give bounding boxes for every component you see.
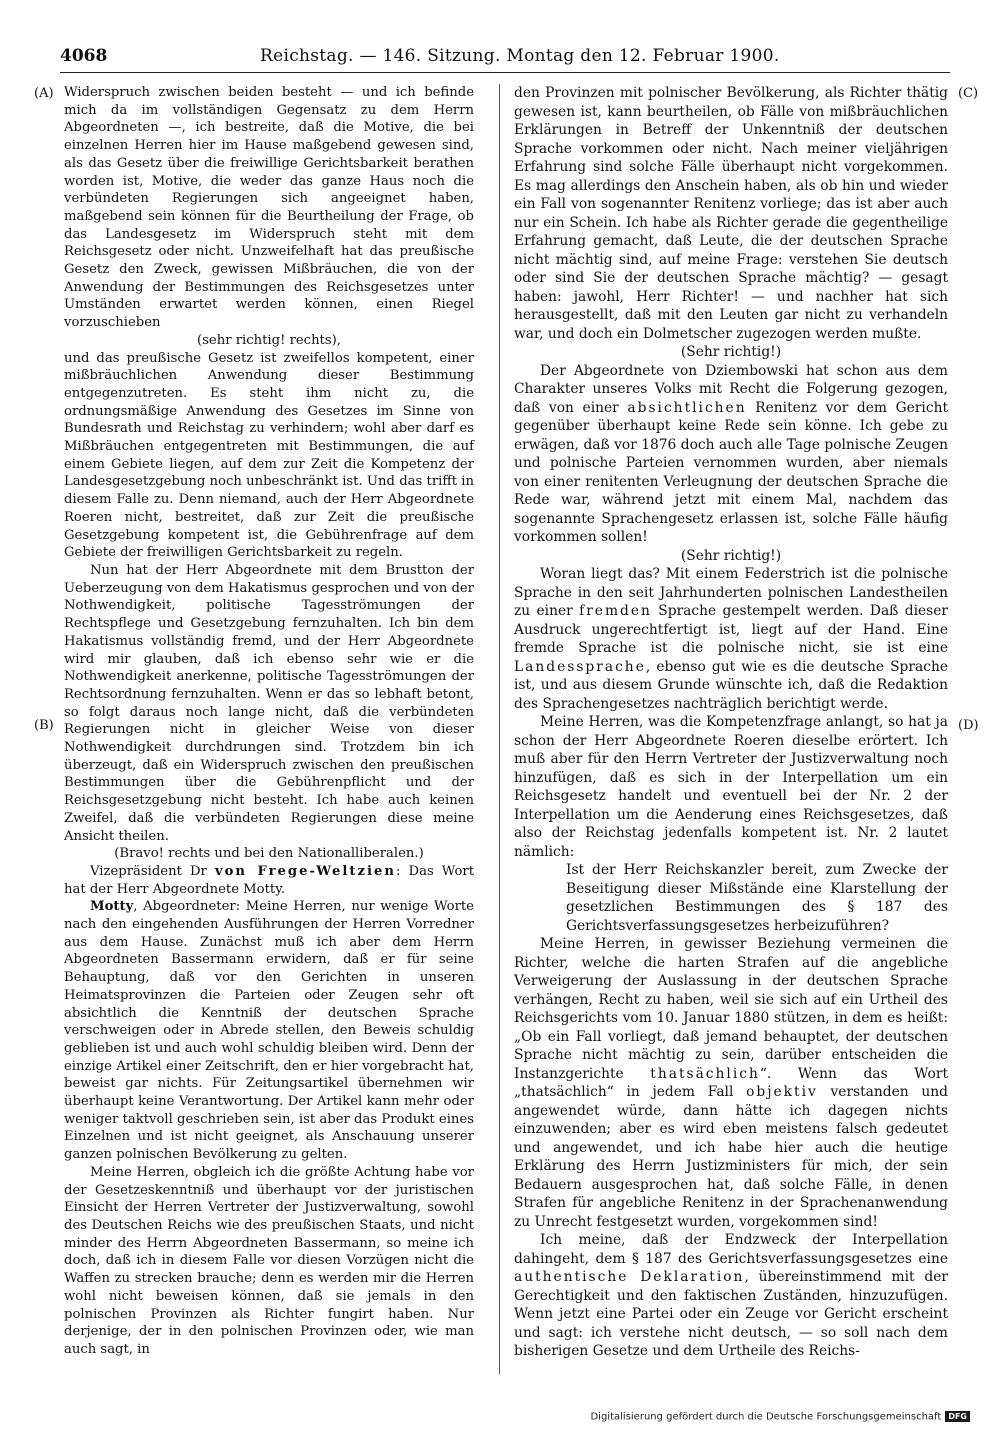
text-run: , übereinstimmend mit der Gerechtigkeit und den faktischen Zuständen, hinzuzufügen. Wenn jetzt eine Partei oder ein Zeuge vor Gericht erscheint und sagt: ich verstehe nicht deutsch, — so soll nach dem bisherigen Gesetze und dem Urtheile des Reichs-	[514, 1269, 948, 1359]
paragraph: Nun hat der Herr Abgeordnete mit dem Brustton der Ueberzeugung von dem Hakatismus gesprochen und von der Nothwendigkeit, politische Tagesströmungen der Rechtspflege und Gesetzgebung fernzuhalten. Ich bin dem Hakatismus vollständig fremd, und der Herr Abgeordnete wird mir glauben, daß ich ebenso sehr wie er die Nothwendigkeit anerkenne, politische Tagesströmungen der Rechtsordnung fernzuhalten. Wenn er das so lebhaft betont, so folgt daraus noch lange nicht, daß die verbündeten Regierungen nicht in gleicher Weise von dieser Nothwendigkeit durchdrungen sind. Trotzdem bin ich überzeugt, daß ein Widerspruch zwischen den preußischen Bestimmungen über die Gebührenpflicht und der Reichsgesetzgebung nicht besteht. Ich habe auch keinen Zweifel, daß die verbündeten Regierungen diese meine Ansicht theilen.	[64, 562, 474, 844]
running-title: Reichstag. — 146. Sitzung. Montag den 12. Februar 1900.	[260, 46, 780, 66]
page-number: 4068	[60, 46, 108, 66]
dfg-logo: DFG	[945, 1411, 970, 1422]
emphasis: Landessprache	[514, 658, 646, 675]
text-run: Der Abgeordnete von Dziembowski hat schon aus dem Charakter unseres Volks mit Recht die Folgerung gezogen, daß von einer	[514, 362, 948, 416]
paragraph	[514, 935, 948, 1231]
interjection: (sehr richtig! rechts),	[197, 332, 341, 348]
speaker-text: : Das Wort hat der Herr Abgeordnete Motty.	[64, 863, 475, 897]
emphasis: objektiv	[746, 1084, 818, 1100]
paragraph	[514, 362, 948, 547]
text-run: Meine Herren, in gewisser Beziehung vermeinen die Richter, welche die harten Strafen auf die angebliche Verweigerung der Auslassung in der deutschen Sprache verhängen, Recht zu haben, weil sie sich auf ein Urtheil des Reichsgerichts vom 10. Januar 1880 stützen, in dem es heißt: „Ob ein Fall vorliegt, daß jemand behauptet, der deutschen Sprache nicht mächtig zu sein, darüber entscheiden die Instanzgerichte	[514, 936, 948, 1082]
paragraph: den Provinzen mit polnischer Bevölkerung, als Richter thätig gewesen ist, kann beurtheilen, ob Fälle von mißbräuchlichen Erklärungen in Betreff der Unkenntniß der deutschen Sprache vorkommen oder nicht. Nach meiner vieljährigen Erfahrung sind solche Fälle überhaupt nicht vorgekommen. Es mag allerdings den Anschein haben, als ob hin und wieder ein Fall von sogenannter Renitenz vorliege; das ist aber auch nur ein Schein. Ich habe als Richter gerade die gegentheilige Erfahrung gemacht, daß Leute, die der deutschen Sprache nicht mächtig sind, auf meine Frage: verstehen Sie deutsch oder sind Sie der deutschen Sprache mächtig? — gesagt haben: jawohl, Herr Richter! — und nachher hat sich herausgestellt, daß mit den Leuten gar nicht zu verhandeln war, und doch ein Dolmetscher zugezogen werden mußte.	[514, 85, 948, 342]
footer-text: Digitalisierung gefördert durch die Deutsche Forschungsgemeinschaft	[590, 1411, 942, 1423]
paragraph: und das preußische Gesetz ist zweifellos kompetent, einer mißbräuchlichen Anwendung dieser Bestimmung entgegenzutreten. Es steht ihm nicht zu, die ordnungsmäßige Anwendung des Gesetzes im Sinne von Bundesrath und Reichstag zu verhindern; wohl aber darf es Mißbräuchen entgegentreten mit Bestimmungen, die auf einem Gebiete liegen, auf dem zur Zeit die Kompetenz der Landesgesetzgebung noch unbeschränkt ist. Und das trifft in diesem Falle zu. Denn niemand, auch der Herr Abgeordnete Roeren nicht, bestreitet, daß zur Zeit die preußische Gesetzgebung kompetent ist, die Gebührenfrage auf dem Gebiete der freiwilligen Gerichtsbarkeit zu regeln.	[64, 350, 474, 561]
paragraph	[514, 1231, 948, 1361]
page-header	[60, 46, 950, 70]
emphasis: authentische Deklaration	[514, 1269, 745, 1285]
text-run: Woran liegt das? Mit einem Federstrich ist die polnische Sprache in den seit Jahrhunderten polnischen Landestheilen zu einer	[514, 566, 948, 619]
margin-marker-b: (B)	[34, 718, 54, 733]
text-run: Renitenz vor dem Gericht gegenüber überhaupt keine Rede sein könne. Ich gebe zu erwägen, daß vor 1876 doch auch alle Tage polnische Zeugen und polnische Parteien vernommen wurden, aber niemals von einer renitenten Verleugnung der deutschen Sprache die Rede war, während jetzt mit einem Mal, nachdem das sogenannte Sprachengesetz erlassen ist, solche Fälle häufig vorkommen sollen!	[514, 399, 949, 545]
margin-marker-c: (C)	[958, 86, 979, 101]
text-run: , ebenso gut wie es die deutsche Sprache ist, und aus diesem Grunde wünschte ich, daß die Redaktion des Sprachengesetzes nachträglich berichtigt werde.	[514, 658, 948, 712]
paragraph: Widerspruch zwischen beiden besteht — und ich befinde mich da im vollständigen Gegensatz zu dem Herrn Abgeordneten —, ich bestreite, daß die Motive, die bei einzelnen Herren hier im Hause maßgebend gewesen sind, als das Gesetz über die freiwillige Gerichtsbarkeit berathen worden ist, Motive, die weder das ganze Haus noch die verbündeten Regierungen sich angeeignet haben, maßgebend sein können für die Beurtheilung der Frage, ob das Landesgesetz im Widerspruch steht mit dem Reichsgesetz oder nicht. Unzweifelhaft hat das preußische Gesetz den Zweck, gewissen Mißbräuchen, die von der Anwendung der Bestimmungen des Reichsgesetzes unter Umständen erwartet werden können, einen Riegel vorzuschieben	[64, 85, 474, 331]
paragraph: Meine Herren, obgleich ich die größte Achtung habe vor der Gesetzeskenntniß und überhaupt vor der juristischen Einsicht der Herren Vertreter der Justizverwaltung, sowohl des Deutschen Reichs wie des preußischen Staats, und nicht minder des Herrn Abgeordneten Bassermann, so meine ich doch, daß ich in diesem Falle vor diesen Vorzügen nicht die Waffen zu strecken brauche; denn es werden mir die Herren wohl nicht beweisen können, daß sie jemals in den polnischen Provinzen als Richter fungirt haben. Nur derjenige, der in den polnischen Provinzen oder, wie man auch sagt, in	[64, 1164, 474, 1357]
speaker-name: von Frege-Weltzien	[214, 863, 396, 879]
left-column	[64, 84, 474, 1359]
paragraph	[514, 565, 948, 713]
speaker-paragraph	[64, 898, 474, 1164]
speaker-text: , Abgeordneter: Meine Herren, nur wenige Worte nach den eingehenden Ausführungen der Herren Vorredner aus dem Hause. Zunächst muß ich aber dem Herrn Abgeordneten Bassermann erwidern, daß er für seine Behauptung, daß vor den Gerichten in unseren Heimatsprovinzen die Parteien oder Zeugen sehr oft absichtlich die Kenntniß der deutschen Sprache verschweigen oder in Abrede stellen, den Beweis schuldig geblieben ist und auch wohl schuldig bleiben wird. Denn der einzige Artikel einer Zeitschrift, den er hier vorgebracht hat, beweist gar nichts. Für Zeitungsartikel übernehmen wir überhaupt keine Verantwortung. Der Artikel kann mehr oder weniger taktvoll geschrieben sein, ist aber das Produkt eines Einzelnen und ist nicht geeignet, als Anschauung unserer ganzen polnischen Bevölkerung zu gelten.	[64, 899, 474, 1163]
right-column	[514, 84, 948, 1361]
emphasis: thatsächlich	[650, 1065, 760, 1082]
speaker-name: Motty	[90, 899, 134, 915]
text-run: Sprache gestempelt werden. Daß dieser Ausdruck ungerechtfertigt ist, liegt auf der Hand. Eine fremde Sprache ist die polnische nicht, sie ist eine	[514, 603, 948, 656]
quotation: Ist der Herr Reichskanzler bereit, zum Zwecke der Beseitigung dieser Mißstände eine Klarstellung der gesetzlichen Bestimmungen des § 187 des Gerichtsverfassungsgesetzes herbeizuführen?	[566, 862, 948, 934]
emphasis: absichtlichen	[627, 399, 747, 416]
speaker-paragraph	[64, 863, 474, 898]
margin-marker-d: (D)	[958, 718, 979, 733]
emphasis: fremden	[579, 603, 652, 619]
paragraph: Meine Herren, was die Kompetenzfrage anlangt, so hat ja schon der Herr Abgeordnete Roeren dieselbe erörtert. Ich muß aber für den Herrn Vertreter der Justizverwaltung noch hinzufügen, daß es sich in der Interpellation um ein Reichsgesetz handelt und eventuell bei der Nr. 2 der Interpellation um die Aenderung eines Reichsgesetzes, daß also der Reichstag jedenfalls kompetent ist. Nr. 2 lautet nämlich:	[514, 714, 948, 860]
margin-marker-a: (A)	[34, 86, 54, 101]
interjection: (Sehr richtig!)	[680, 344, 782, 360]
footer-credit	[590, 1411, 970, 1423]
header-rule	[60, 72, 950, 73]
text-run: verstanden und angewendet würde, dann hätte ich dagegen nichts einzuwenden; aber es wird eben meistens falsch gedeutet und angewendet, und ich habe hier auch die heutige Erklärung des Herrn Justizministers für mich, der sein Bedauern ausgesprochen hat, daß solche Fälle, in denen Strafen für angebliche Renitenz in der Sprachenanwendung zu Unrecht festgesetzt wurden, vorgekommen sind!	[514, 1084, 948, 1230]
speaker-title: Vizepräsident Dr	[90, 863, 215, 879]
text-run: Ich meine, daß der Endzweck der Interpellation dahingeht, dem § 187 des Gerichtsverfassungsgesetzes eine	[514, 1232, 948, 1267]
text-run: “. Wenn das Wort „thatsächlich“ in jedem Fall	[514, 1065, 948, 1100]
column-divider	[499, 84, 500, 1374]
interjection: (Sehr richtig!)	[680, 547, 782, 564]
interjection: (Bravo! rechts und bei den Nationalliberalen.)	[114, 846, 424, 862]
